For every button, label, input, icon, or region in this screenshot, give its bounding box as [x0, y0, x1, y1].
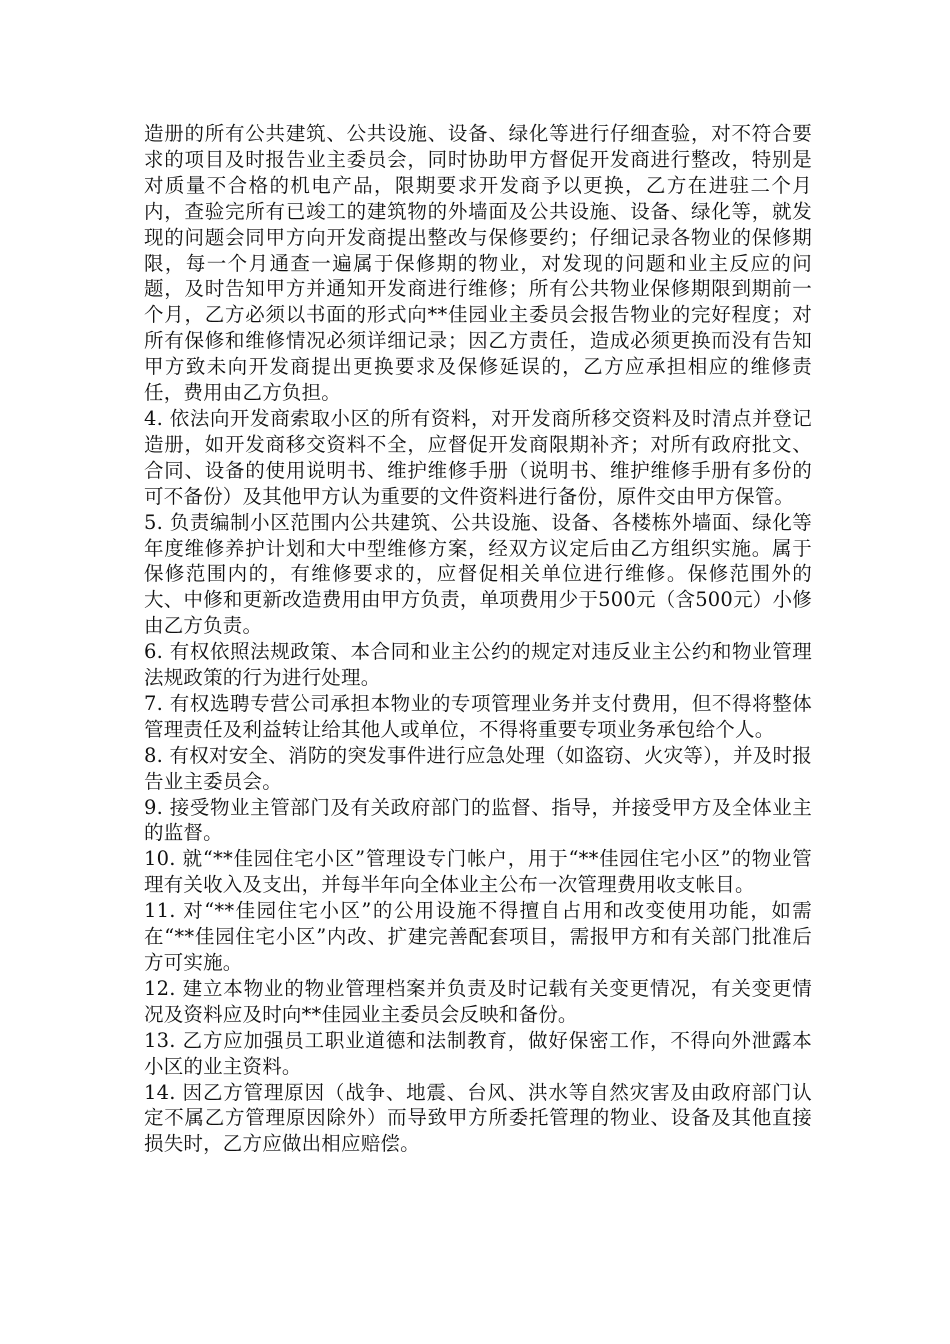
paragraph-continued: 造册的所有公共建筑、公共设施、设备、绿化等进行仔细查验，对不符合要求的项目及时报告业主委员会，同时协助甲方督促开发商进行整改，特别是对质量不合格的机电产品，限期要求开发商予以更换，乙方在进驻二个月内，查验完所有已竣工的建筑物的外墙面及公共设施、设备、绿化等，就发现的问题会同甲方向开发商提出整改与保修要约；仔细记录各物业的保修期限，每一个月通查一遍属于保修期的物业，对发现的问题和业主反应的问题，及时告知甲方并通知开发商进行维修；所有公共物业保修期限到期前一个月，乙方必须以书面的形式向**佳园业主委员会报告物业的完好程度；对所有保修和维修情况必须详细记录；因乙方责任，造成必须更换而没有告知甲方致未向开发商提出更换要求及保修延误的，乙方应承担相应的维修责任，费用由乙方负担。	[144, 122, 812, 405]
clause-5: 5. 负责编制小区范围内公共建筑、公共设施、设备、各楼栋外墙面、绿化等年度维修养护计划和大中型维修方案，经双方议定后由乙方组织实施。属于保修范围内的，有维修要求的，应督促相关单位进行维修。保修范围外的大、中修和更新改造费用由甲方负责，单项费用少于500元（含500元）小修由乙方负责。	[144, 510, 812, 638]
clause-9: 9. 接受物业主管部门及有关政府部门的监督、指导，并接受甲方及全体业主的监督。	[144, 795, 812, 845]
clause-12: 12. 建立本物业的物业管理档案并负责及时记载有关变更情况，有关变更情况及资料应及时向**佳园业主委员会反映和备份。	[144, 976, 812, 1026]
clause-10: 10. 就“**佳园住宅小区”管理设专门帐户，用于“**佳园住宅小区”的物业管理有关收入及支出，并每半年向全体业主公布一次管理费用收支帐目。	[144, 847, 812, 897]
clause-11: 11. 对“**佳园住宅小区”的公用设施不得擅自占用和改变使用功能，如需在“**佳园住宅小区”内改、扩建完善配套项目，需报甲方和有关部门批准后方可实施。	[144, 899, 812, 974]
clause-13: 13. 乙方应加强员工职业道德和法制教育，做好保密工作，不得向外泄露本小区的业主资料。	[144, 1028, 812, 1078]
clause-14: 14. 因乙方管理原因（战争、地震、台风、洪水等自然灾害及由政府部门认定不属乙方管理原因除外）而导致甲方所委托管理的物业、设备及其他直接损失时，乙方应做出相应赔偿。	[144, 1080, 812, 1156]
clause-4: 4. 依法向开发商索取小区的所有资料，对开发商所移交资料及时清点并登记造册，如开发商移交资料不全，应督促开发商限期补齐；对所有政府批文、合同、设备的使用说明书、维护维修手册（说明书、维护维修手册有多份的可不备份）及其他甲方认为重要的文件资料进行备份，原件交由甲方保管。	[144, 406, 812, 508]
document-body	[144, 121, 812, 1157]
clause-8: 8. 有权对安全、消防的突发事件进行应急处理（如盗窃、火灾等），并及时报告业主委员会。	[144, 743, 812, 793]
clause-7: 7. 有权选聘专营公司承担本物业的专项管理业务并支付费用，但不得将整体管理责任及利益转让给其他人或单位，不得将重要专项业务承包给个人。	[144, 691, 812, 741]
clause-6: 6. 有权依照法规政策、本合同和业主公约的规定对违反业主公约和物业管理法规政策的行为进行处理。	[144, 640, 812, 690]
